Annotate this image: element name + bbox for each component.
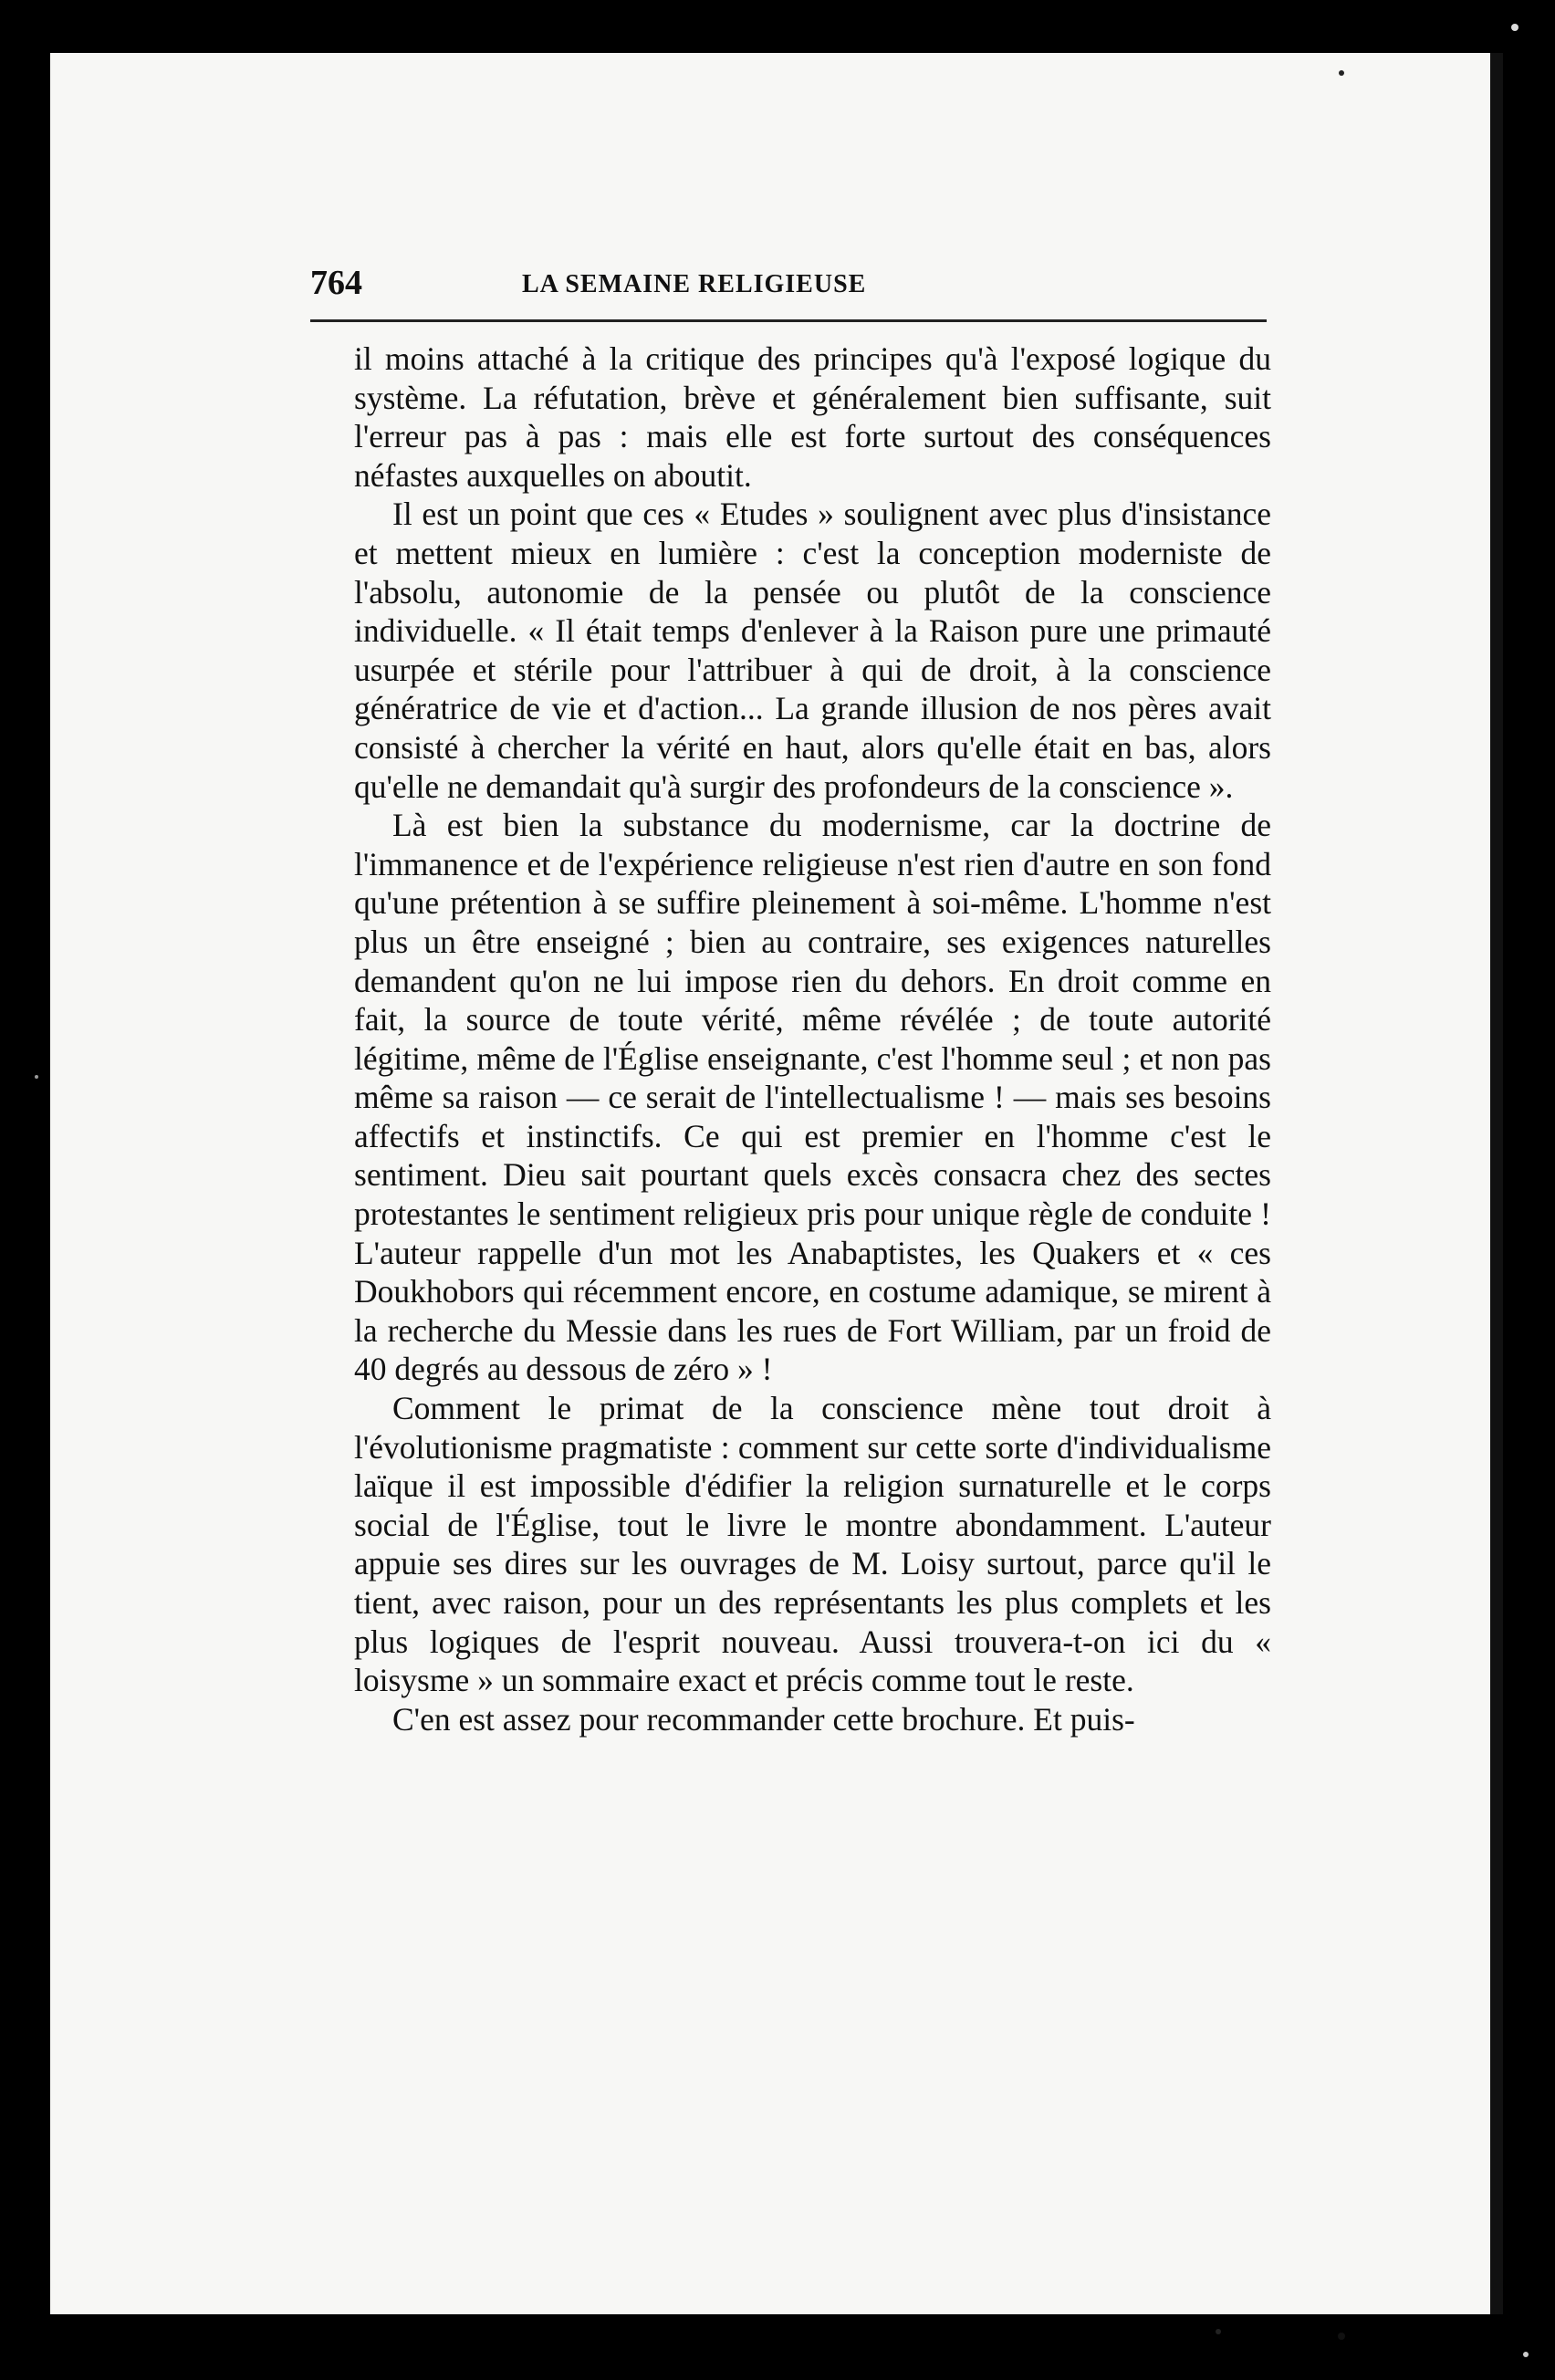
paragraph-5: C'en est assez pour recommander cette brochure. Et puis-: [392, 1700, 1135, 1738]
paragraph-4: Comment le primat de la conscience mène tout droit à l'évolutionisme pragmatiste : comment sur cette sorte d'individualisme laïque il est impossible d'édifier la religion surnaturelle et le corps social de l'Église, tout le livre le montre abondamment. L'auteur appuie ses dires sur les ouvrages de M. Loisy surtout, parce qu'il le tient, avec raison, pour un des représentants les plus complets et les plus logiques de l'esprit nouveau. Aussi trouvera-t-on ici du « loisysme » un sommaire exact et précis comme tout le reste.: [354, 1390, 1271, 1699]
paragraph-2: Il est un point que ces « Etudes » soulignent avec plus d'insistance et mettent mieux en lumière : c'est la conception moderniste de l'absolu, autonomie de la pensée ou plutôt de la conscience individuelle. « Il était temps d'enlever à la Raison pure une primauté usurpée et stérile pour l'attribuer à qui de droit, à la conscience génératrice de vie et d'action... La grande illusion de nos pères avait consisté à chercher la vérité en haut, alors qu'elle était en bas, alors qu'elle ne demandait qu'à surgir des profondeurs de la conscience ».: [354, 496, 1271, 805]
page-header: [310, 263, 1267, 308]
body-text: [354, 339, 1271, 1738]
running-head: LA SEMAINE RELIGIEUSE: [522, 270, 867, 298]
page-number: 764: [310, 264, 362, 302]
paragraph-1: il moins attaché à la critique des principes qu'à l'exposé logique du système. La réfutation, brève et généralement bien suffisante, suit l'erreur pas à pas : mais elle est forte surtout des conséquences néfastes auxquelles on aboutit.: [354, 340, 1271, 494]
page-edge-shadow: [1490, 53, 1503, 2314]
header-rule: [310, 319, 1267, 322]
paragraph-3: Là est bien la substance du modernisme, car la doctrine de l'immanence et de l'expérience religieuse n'est rien d'autre en son fond qu'une prétention à se suffire pleinement à soi-même. L'homme n'est plus un être enseigné ; bien au contraire, ses exigences naturelles demandent qu'on ne lui impose rien du dehors. En droit comme en fait, la source de toute vérité, même révélée ; de toute autorité légitime, même de l'Église enseignante, c'est l'homme seul ; et non pas même sa raison — ce serait de l'intellectualisme ! — mais ses besoins affectifs et instinctifs. Ce qui est premier en l'homme c'est le sentiment. Dieu sait pourtant quels excès consacra chez des sectes protestantes le sentiment religieux pris pour unique règle de conduite ! L'auteur rappelle d'un mot les Anabaptistes, les Quakers et « ces Doukhobors qui récemment encore, en costume adamique, se mirent à la recherche du Messie dans les rues de Fort William, par un froid de 40 degrés au dessous de zéro » !: [354, 807, 1271, 1388]
